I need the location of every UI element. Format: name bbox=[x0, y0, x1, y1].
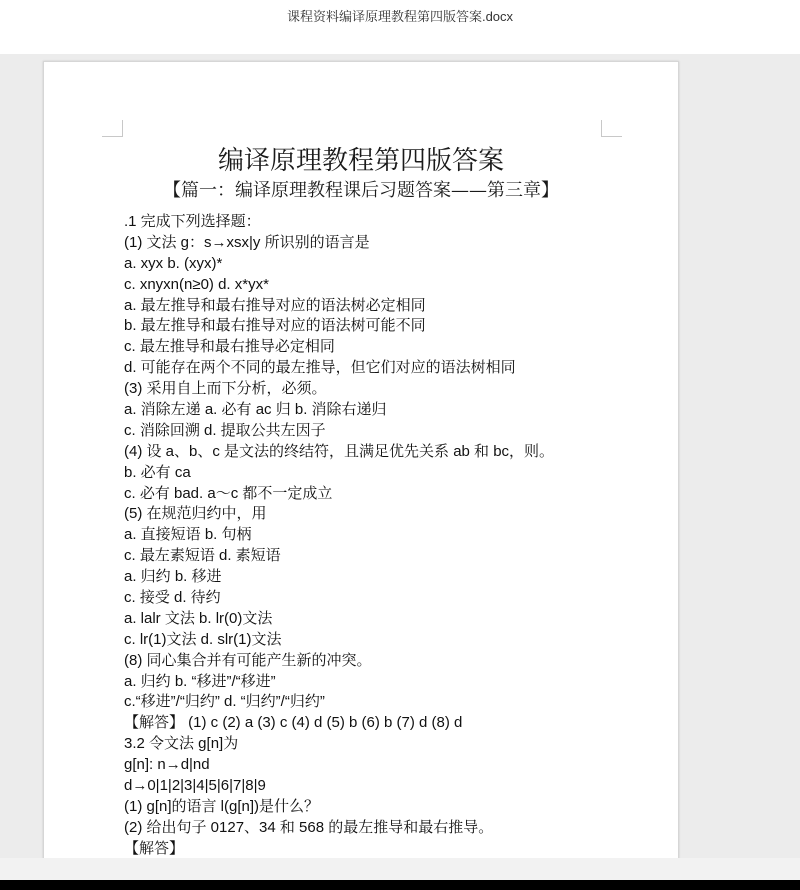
document-line: a. 归约 b. 移进 bbox=[124, 568, 222, 586]
document-line: a. 最左推导和最右推导对应的语法树必定相同 bbox=[124, 296, 426, 314]
document-page[interactable] bbox=[43, 61, 679, 863]
document-line: 3.2 令文法 g[n]为 bbox=[124, 735, 239, 753]
screen-bottom-edge bbox=[0, 880, 800, 890]
bottom-toolbar bbox=[0, 858, 800, 880]
document-line: (1) 文法 g：s→xsx|y 所识别的语言是 bbox=[124, 233, 370, 251]
margin-corner-mark-left bbox=[102, 120, 123, 137]
document-line: .1 完成下列选择题： bbox=[124, 213, 261, 230]
document-body bbox=[124, 212, 664, 881]
document-line: a. 直接短语 b. 句柄 bbox=[124, 526, 252, 544]
document-line: g[n]: n→d|nd bbox=[124, 756, 210, 774]
document-line: (4) 设 a、b、c 是文法的终结符，且满足优先关系 ab 和 bc，则。 bbox=[124, 442, 555, 460]
document-line: b. 必有 ca bbox=[124, 463, 191, 481]
document-subheading: 【篇一：编译原理教程课后习题答案——第三章】 bbox=[163, 180, 559, 201]
document-line: c. 消除回溯 d. 提取公共左因子 bbox=[124, 421, 326, 439]
document-line: b. 最左推导和最右推导对应的语法树可能不同 bbox=[124, 317, 426, 335]
document-line: (5) 在规范归约中，用 bbox=[124, 505, 267, 523]
title-bar bbox=[0, 0, 800, 54]
document-line: c. lr(1)文法 d. slr(1)文法 bbox=[124, 630, 282, 648]
document-line: a. lalr 文法 b. lr(0)文法 bbox=[124, 609, 273, 627]
document-line: (2) 给出句子 0127、34 和 568 的最左推导和最右推导。 bbox=[124, 818, 494, 836]
document-line: c. 接受 d. 待约 bbox=[124, 589, 221, 607]
document-line: d→0|1|2|3|4|5|6|7|8|9 bbox=[124, 777, 266, 795]
document-line: c. xnyxn(n≥0) d. x*yx* bbox=[124, 275, 269, 293]
document-line: 【解答】 (1) c (2) a (3) c (4) d (5) b (6) b (7) d (8) d bbox=[124, 714, 463, 732]
document-line: c. 必有 bad. a～c 都不一定成立 bbox=[124, 484, 333, 502]
document-line: a. 消除左递 a. 必有 ac 归 b. 消除右递归 bbox=[124, 401, 387, 419]
document-heading: 编译原理教程第四版答案 bbox=[217, 146, 504, 176]
document-line: c. 最左素短语 d. 素短语 bbox=[124, 547, 281, 565]
document-line: d. 可能存在两个不同的最左推导，但它们对应的语法树相同 bbox=[124, 359, 516, 377]
document-line: (8) 同心集合并有可能产生新的冲突。 bbox=[124, 651, 372, 669]
document-line: (1) g[n]的语言 l(g[n])是什么？ bbox=[124, 797, 320, 815]
document-line: 【解答】 bbox=[124, 839, 185, 857]
document-filename: 课程资料编译原理教程第四版答案.docx bbox=[286, 9, 514, 24]
document-line: (3) 采用自上而下分析，必须。 bbox=[124, 380, 327, 398]
margin-corner-mark-right bbox=[601, 120, 622, 137]
document-line: a. 归约 b. “移进”/“移进” bbox=[124, 672, 276, 690]
document-line: a. xyx b. (xyx)* bbox=[124, 254, 223, 272]
document-line: c. 最左推导和最右推导必定相同 bbox=[124, 338, 335, 356]
document-line: c.“移进”/“归约” d. “归约”/“归约” bbox=[124, 693, 325, 711]
